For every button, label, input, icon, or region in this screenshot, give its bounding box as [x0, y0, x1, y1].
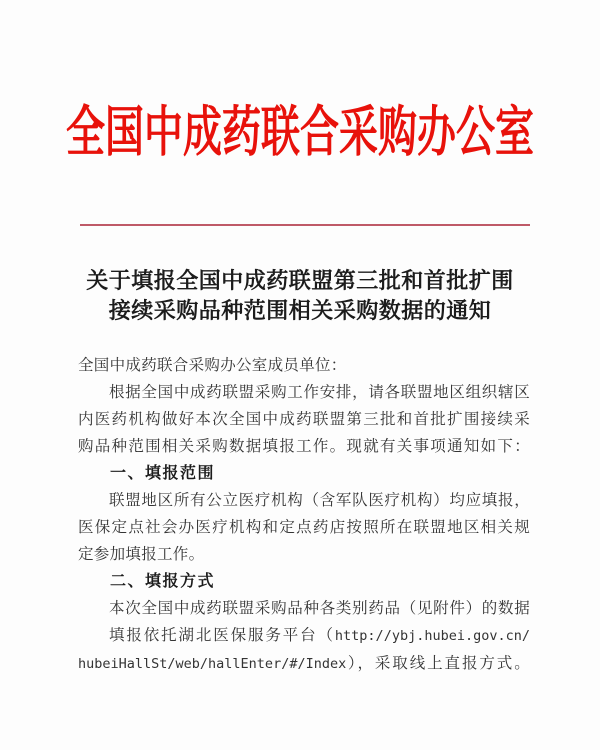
document-body: [78, 352, 530, 678]
body-line: 定参加填报工作。: [78, 546, 205, 563]
letterhead: [0, 100, 600, 163]
body-line: 内医药机构做好本次全国中成药联盟第三批和首批扩围接续采: [78, 411, 530, 428]
body-line: 根据全国中成药联盟采购工作安排，请各联盟地区组织辖区: [109, 384, 530, 401]
body-line: 医保定点社会办医疗机构和定点药店按照所在联盟地区相关规: [78, 519, 530, 536]
body-line: 本次全国中成药联盟采购品种各类别药品（见附件）的数据: [109, 600, 530, 617]
notice-title: [50, 266, 550, 326]
letterhead-rule: [80, 224, 530, 226]
notice-title-line-1: 关于填报全国中成药联盟第三批和首批扩围: [86, 268, 514, 293]
letterhead-title: 全国中成药联合采购办公室: [65, 102, 534, 163]
body-text-segment: ），采取线上直报方式。: [346, 655, 530, 672]
body-line: [78, 622, 530, 650]
body-line: 购品种范围相关采购数据填报工作。现就有关事项通知如下：: [78, 438, 530, 455]
url-text: hubeiHallSt/web/hallEnter/#/Index: [78, 656, 347, 672]
url-text: http://ybj.hubei.gov.cn/: [334, 628, 530, 644]
salutation: 全国中成药联合采购办公室成员单位：: [78, 357, 347, 374]
section-heading-2: 二、填报方式: [110, 573, 216, 590]
body-line: [78, 650, 530, 678]
body-text-segment: 填报依托湖北医保服务平台（: [109, 627, 335, 644]
section-heading-1: 一、填报范围: [110, 465, 216, 482]
notice-title-line-2: 接续采购品种范围相关采购数据的通知: [108, 298, 492, 323]
body-line: 联盟地区所有公立医疗机构（含军队医疗机构）均应填报，: [109, 492, 530, 509]
